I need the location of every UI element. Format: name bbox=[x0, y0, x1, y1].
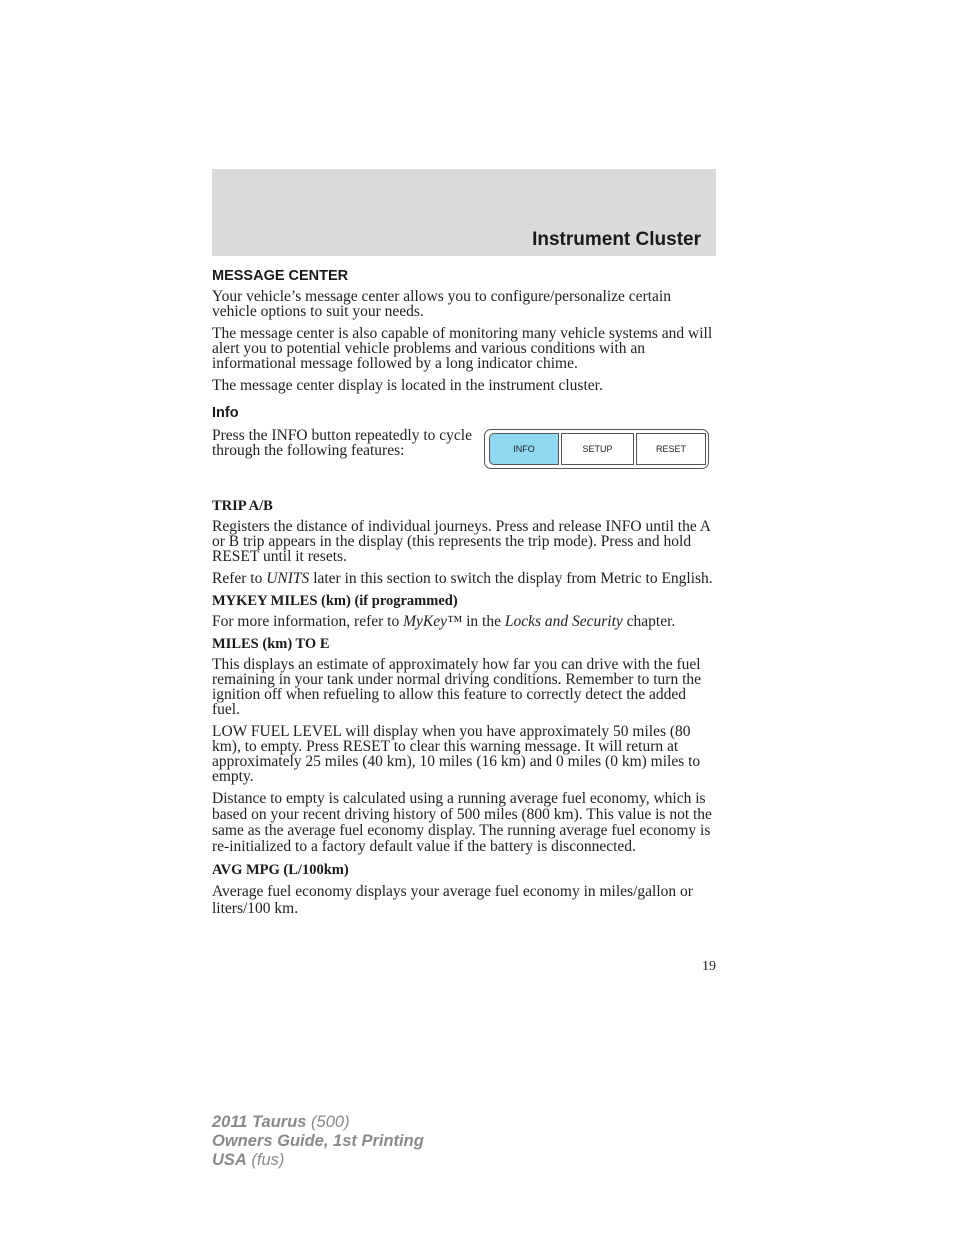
footer-printing: Owners Guide, 1st Printing bbox=[212, 1132, 424, 1150]
info-button[interactable]: INFO bbox=[489, 433, 559, 465]
footer-model-code: (500) bbox=[306, 1113, 350, 1131]
paragraph: Registers the distance of individual journeys. Press and release INFO until the A or B trip appears in the display (this represents the trip mode). Press and hold RESET until it resets. bbox=[212, 518, 711, 565]
footer-line-1 bbox=[212, 1113, 424, 1132]
paragraph: This displays an estimate of approximately how far you can drive with the fuel remaining in your tank under normal driving conditions. Remember to turn the ignition off when refueling to allow this feature to correctly detect the added fuel. bbox=[212, 656, 702, 718]
reset-button[interactable]: RESET bbox=[636, 433, 706, 465]
message-center-button-panel bbox=[484, 429, 709, 469]
paragraph: The message center is also capable of monitoring many vehicle systems and will alert you to potential vehicle problems and various conditions with an informational message followed by a long indicator chime. bbox=[212, 325, 713, 372]
footer-line-3 bbox=[212, 1151, 424, 1170]
mykey-reference: MyKey™ bbox=[403, 613, 463, 630]
header-band bbox=[212, 169, 716, 256]
paragraph bbox=[212, 614, 716, 629]
footer-line-2 bbox=[212, 1132, 424, 1151]
text-span: later in this section to switch the display from Metric to English. bbox=[309, 570, 713, 587]
paragraph bbox=[212, 571, 716, 586]
paragraph: The message center display is located in the instrument cluster. bbox=[212, 377, 603, 394]
footer-model: 2011 Taurus bbox=[212, 1113, 307, 1131]
footer-market-code: (fus) bbox=[246, 1151, 285, 1169]
paragraph: Average fuel economy displays your average fuel economy in miles/gallon or liters/100 km. bbox=[212, 883, 693, 917]
text-span: Refer to bbox=[212, 570, 267, 587]
heading-message-center: MESSAGE CENTER bbox=[212, 268, 349, 284]
setup-button[interactable]: SETUP bbox=[561, 433, 634, 465]
page-number: 19 bbox=[702, 959, 716, 974]
heading-info: Info bbox=[212, 405, 239, 421]
paragraph: LOW FUEL LEVEL will display when you have approximately 50 miles (80 km), to empty. Press RESET to clear this warning message. It will return at approximately 25 miles (40 km), 10 miles (16 km) and 0 miles (0 km) miles to empty. bbox=[212, 723, 701, 785]
text-span: For more information, refer to bbox=[212, 613, 404, 630]
heading-mykey: MYKEY MILES (km) (if programmed) bbox=[212, 593, 458, 609]
text-span: chapter. bbox=[622, 613, 676, 630]
paragraph: Your vehicle’s message center allows you to configure/personalize certain vehicle options to suit your needs. bbox=[212, 288, 671, 320]
page-content bbox=[212, 268, 716, 924]
text-span: in the bbox=[462, 613, 505, 630]
info-description: Press the INFO button repeatedly to cycle through the following features: bbox=[212, 427, 472, 459]
heading-miles-to-e: MILES (km) TO E bbox=[212, 636, 330, 652]
info-row bbox=[212, 428, 716, 498]
heading-avg-mpg: AVG MPG (L/100km) bbox=[212, 862, 349, 878]
footer-edition-info bbox=[212, 1113, 424, 1170]
locks-reference: Locks and Security bbox=[504, 613, 623, 630]
footer-market: USA bbox=[212, 1151, 247, 1169]
units-reference: UNITS bbox=[266, 570, 310, 587]
page-title: Instrument Cluster bbox=[532, 229, 701, 250]
heading-trip: TRIP A/B bbox=[212, 498, 273, 514]
paragraph: Distance to empty is calculated using a running average fuel economy, which is based on your recent driving history of 500 miles (800 km). This value is not the same as the average fuel economy display. The running average fuel economy is re-initialized to a factory default value if the battery is disconnected. bbox=[212, 790, 712, 855]
